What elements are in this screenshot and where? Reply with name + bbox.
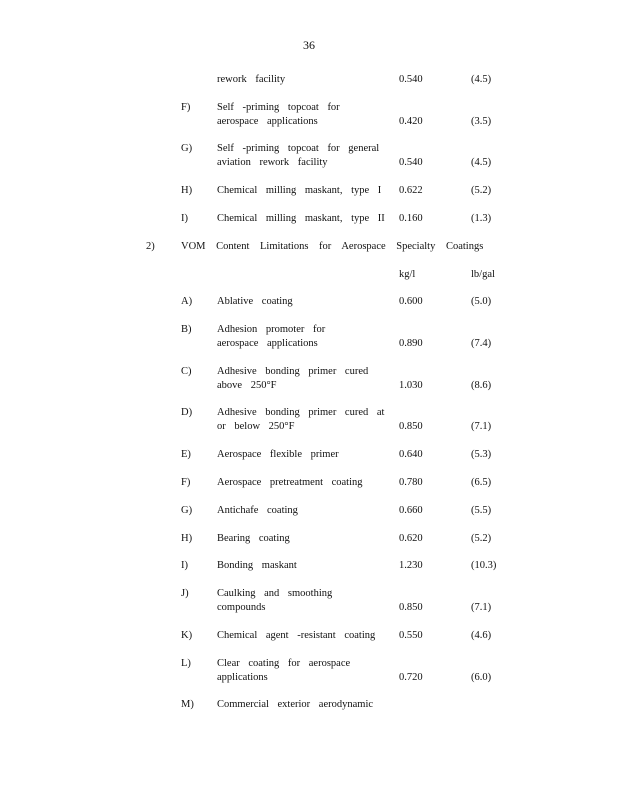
row-description-line2: aerospace applications bbox=[217, 338, 318, 349]
row-letter: A) bbox=[181, 296, 193, 307]
row-description: Antichafe coating bbox=[217, 505, 298, 516]
row-kg-value: 0.890 bbox=[399, 338, 423, 349]
row-description: Chemical milling maskant, type II bbox=[217, 213, 385, 224]
row-description-line2: applications bbox=[217, 672, 268, 683]
row-description: Adhesive bonding primer cured at bbox=[217, 407, 385, 418]
row-lb-value: (4.5) bbox=[471, 74, 492, 85]
column-header-kg: kg/l bbox=[399, 269, 416, 280]
row-description: Self -priming topcoat for bbox=[217, 102, 340, 113]
row-kg-value: 0.622 bbox=[399, 185, 423, 196]
section-number: 2) bbox=[146, 241, 155, 252]
row-description: Aerospace flexible primer bbox=[217, 449, 339, 460]
page-number: 36 bbox=[303, 38, 315, 52]
row-description: Commercial exterior aerodynamic bbox=[217, 699, 374, 710]
row-kg-value: 0.600 bbox=[399, 296, 423, 307]
row-description: Chemical milling maskant, type I bbox=[217, 185, 382, 196]
row-letter: I) bbox=[181, 560, 188, 571]
row-kg-value: 0.540 bbox=[399, 74, 423, 85]
row-letter: E) bbox=[181, 449, 191, 460]
row-description: Adhesive bonding primer cured bbox=[217, 366, 369, 377]
row-lb-value: (5.5) bbox=[471, 505, 492, 516]
row-kg-value: 0.550 bbox=[399, 630, 423, 641]
row-kg-value: 0.660 bbox=[399, 505, 423, 516]
row-lb-value: (5.3) bbox=[471, 449, 492, 460]
row-description: Bearing coating bbox=[217, 533, 290, 544]
row-lb-value: (7.1) bbox=[471, 602, 492, 613]
row-letter: M) bbox=[181, 699, 194, 710]
row-description: Clear coating for aerospace bbox=[217, 658, 351, 669]
row-lb-value: (5.0) bbox=[471, 296, 492, 307]
row-description: Adhesion promoter for bbox=[217, 324, 326, 335]
row-kg-value: 0.720 bbox=[399, 672, 423, 683]
row-letter: C) bbox=[181, 366, 192, 377]
row-lb-value: (3.5) bbox=[471, 116, 492, 127]
row-description: Self -priming topcoat for general bbox=[217, 143, 380, 154]
row-kg-value: 1.230 bbox=[399, 560, 423, 571]
row-kg-value: 0.420 bbox=[399, 116, 423, 127]
row-description: rework facility bbox=[217, 74, 286, 85]
row-kg-value: 0.850 bbox=[399, 421, 423, 432]
row-letter: F) bbox=[181, 102, 191, 113]
row-lb-value: (4.6) bbox=[471, 630, 492, 641]
row-lb-value: (5.2) bbox=[471, 533, 492, 544]
row-letter: G) bbox=[181, 143, 193, 154]
row-letter: D) bbox=[181, 407, 193, 418]
row-lb-value: (7.1) bbox=[471, 421, 492, 432]
row-letter: G) bbox=[181, 505, 193, 516]
row-description-line2: or below 250°F bbox=[217, 421, 295, 432]
row-lb-value: (6.5) bbox=[471, 477, 492, 488]
row-kg-value: 0.160 bbox=[399, 213, 423, 224]
row-letter: F) bbox=[181, 477, 191, 488]
row-lb-value: (10.3) bbox=[471, 560, 497, 571]
row-lb-value: (5.2) bbox=[471, 185, 492, 196]
row-description: Chemical agent -resistant coating bbox=[217, 630, 376, 641]
row-kg-value: 1.030 bbox=[399, 380, 423, 391]
row-letter: L) bbox=[181, 658, 191, 669]
row-lb-value: (8.6) bbox=[471, 380, 492, 391]
row-kg-value: 0.620 bbox=[399, 533, 423, 544]
section-title: VOM Content Limitations for Aerospace Specialty Coatings bbox=[181, 241, 484, 252]
row-description: Aerospace pretreatment coating bbox=[217, 477, 363, 488]
row-description-line2: aerospace applications bbox=[217, 116, 318, 127]
row-description: Bonding maskant bbox=[217, 560, 297, 571]
row-letter: K) bbox=[181, 630, 193, 641]
row-description: Caulking and smoothing bbox=[217, 588, 333, 599]
row-letter: H) bbox=[181, 185, 193, 196]
row-letter: J) bbox=[181, 588, 189, 599]
row-lb-value: (1.3) bbox=[471, 213, 492, 224]
row-kg-value: 0.780 bbox=[399, 477, 423, 488]
row-letter: B) bbox=[181, 324, 192, 335]
row-lb-value: (6.0) bbox=[471, 672, 492, 683]
row-description-line2: above 250°F bbox=[217, 380, 277, 391]
row-kg-value: 0.640 bbox=[399, 449, 423, 460]
row-description-line2: compounds bbox=[217, 602, 266, 613]
row-lb-value: (7.4) bbox=[471, 338, 492, 349]
row-description: Ablative coating bbox=[217, 296, 293, 307]
row-description-line2: aviation rework facility bbox=[217, 157, 328, 168]
row-letter: I) bbox=[181, 213, 188, 224]
row-kg-value: 0.540 bbox=[399, 157, 423, 168]
row-letter: H) bbox=[181, 533, 193, 544]
row-lb-value: (4.5) bbox=[471, 157, 492, 168]
row-kg-value: 0.850 bbox=[399, 602, 423, 613]
column-header-lb: lb/gal bbox=[471, 269, 495, 280]
